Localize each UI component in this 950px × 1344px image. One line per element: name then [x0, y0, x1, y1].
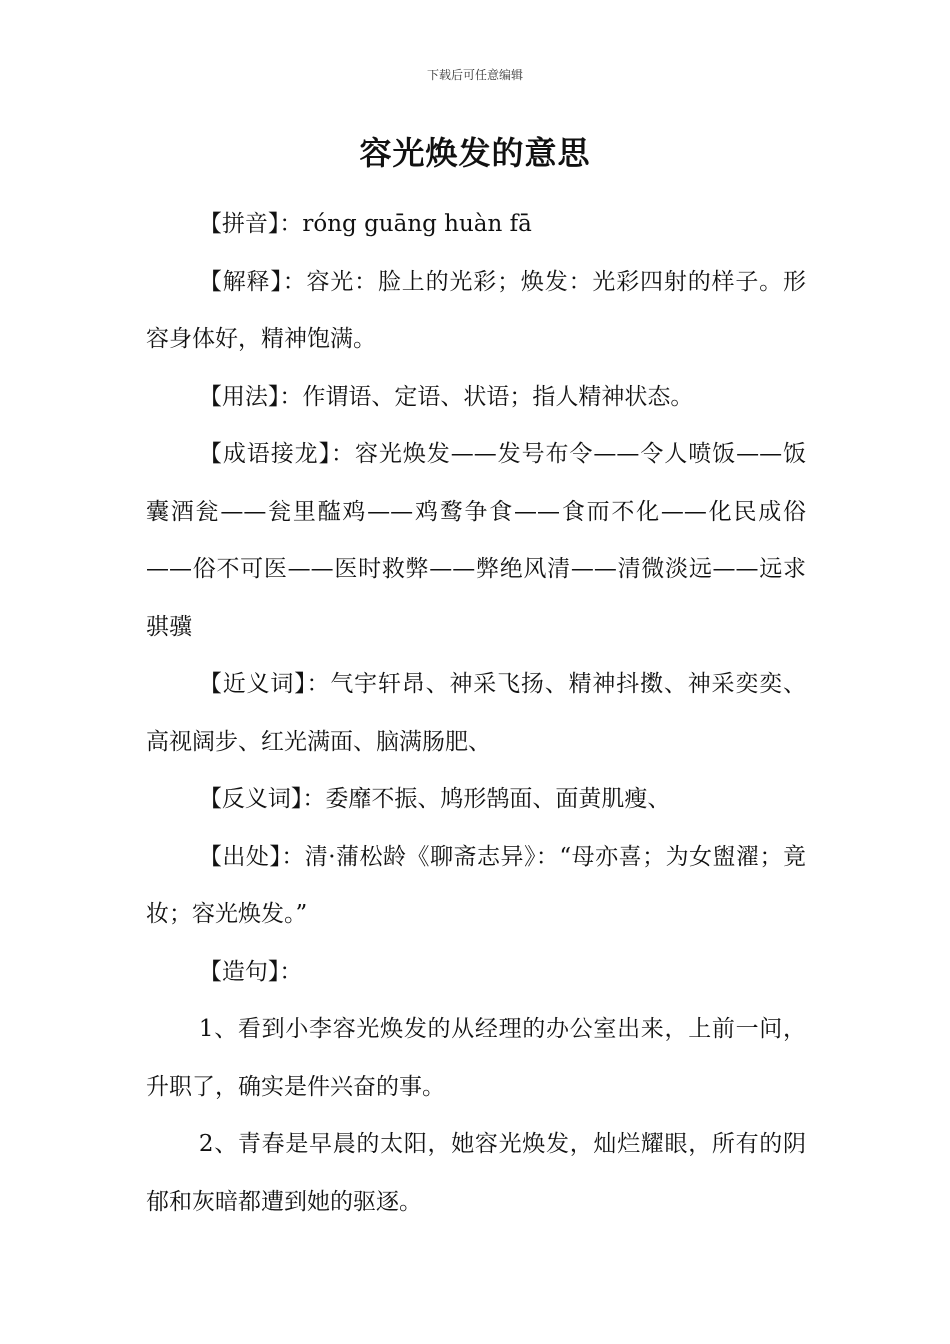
example-sentences-heading: 【造句】：: [198, 958, 303, 985]
page-header-note: 下载后可任意编辑: [426, 68, 523, 82]
synonyms-paragraph: 【近义词】：气宇轩昂、神采飞扬、精神抖擞、神采奕奕、高视阔步、红光满面、脑满肠肥、: [146, 671, 806, 755]
document-title: 容光焕发的意思: [359, 134, 591, 172]
definition-paragraph: 【解释】：容光：脸上的光彩；焕发：光彩四射的样子。形容身体好，精神饱满。: [146, 268, 806, 352]
usage-paragraph: 【用法】：作谓语、定语、状语；指人精神状态。: [198, 383, 694, 410]
document-body: [146, 196, 806, 1231]
example-sentence-2: 2、青春是早晨的太阳，她容光焕发，灿烂耀眼，所有的阴郁和灰暗都遭到她的驱逐。: [146, 1131, 806, 1215]
idiom-chain-paragraph: 【成语接龙】：容光焕发——发号布令——令人喷饭——饭囊酒瓮——瓮里醓鸡——鸡鹜争食——食而不化——化民成俗——俗不可医——医时救弊——弊绝风清——清微淡远——远求骐骥: [146, 441, 806, 640]
source-paragraph: 【出处】：清·蒲松龄《聊斋志异》：“母亦喜；为女盥濯；竟妆；容光焕发。”: [146, 843, 806, 927]
example-sentence-1: 1、看到小李容光焕发的从经理的办公室出来，上前一问，升职了，确实是件兴奋的事。: [146, 1016, 806, 1100]
pinyin-paragraph: 【拼音】：róng guāng huàn fā: [198, 211, 532, 237]
antonyms-paragraph: 【反义词】：委靡不振、鸠形鹄面、面黄肌瘦、: [198, 786, 671, 812]
